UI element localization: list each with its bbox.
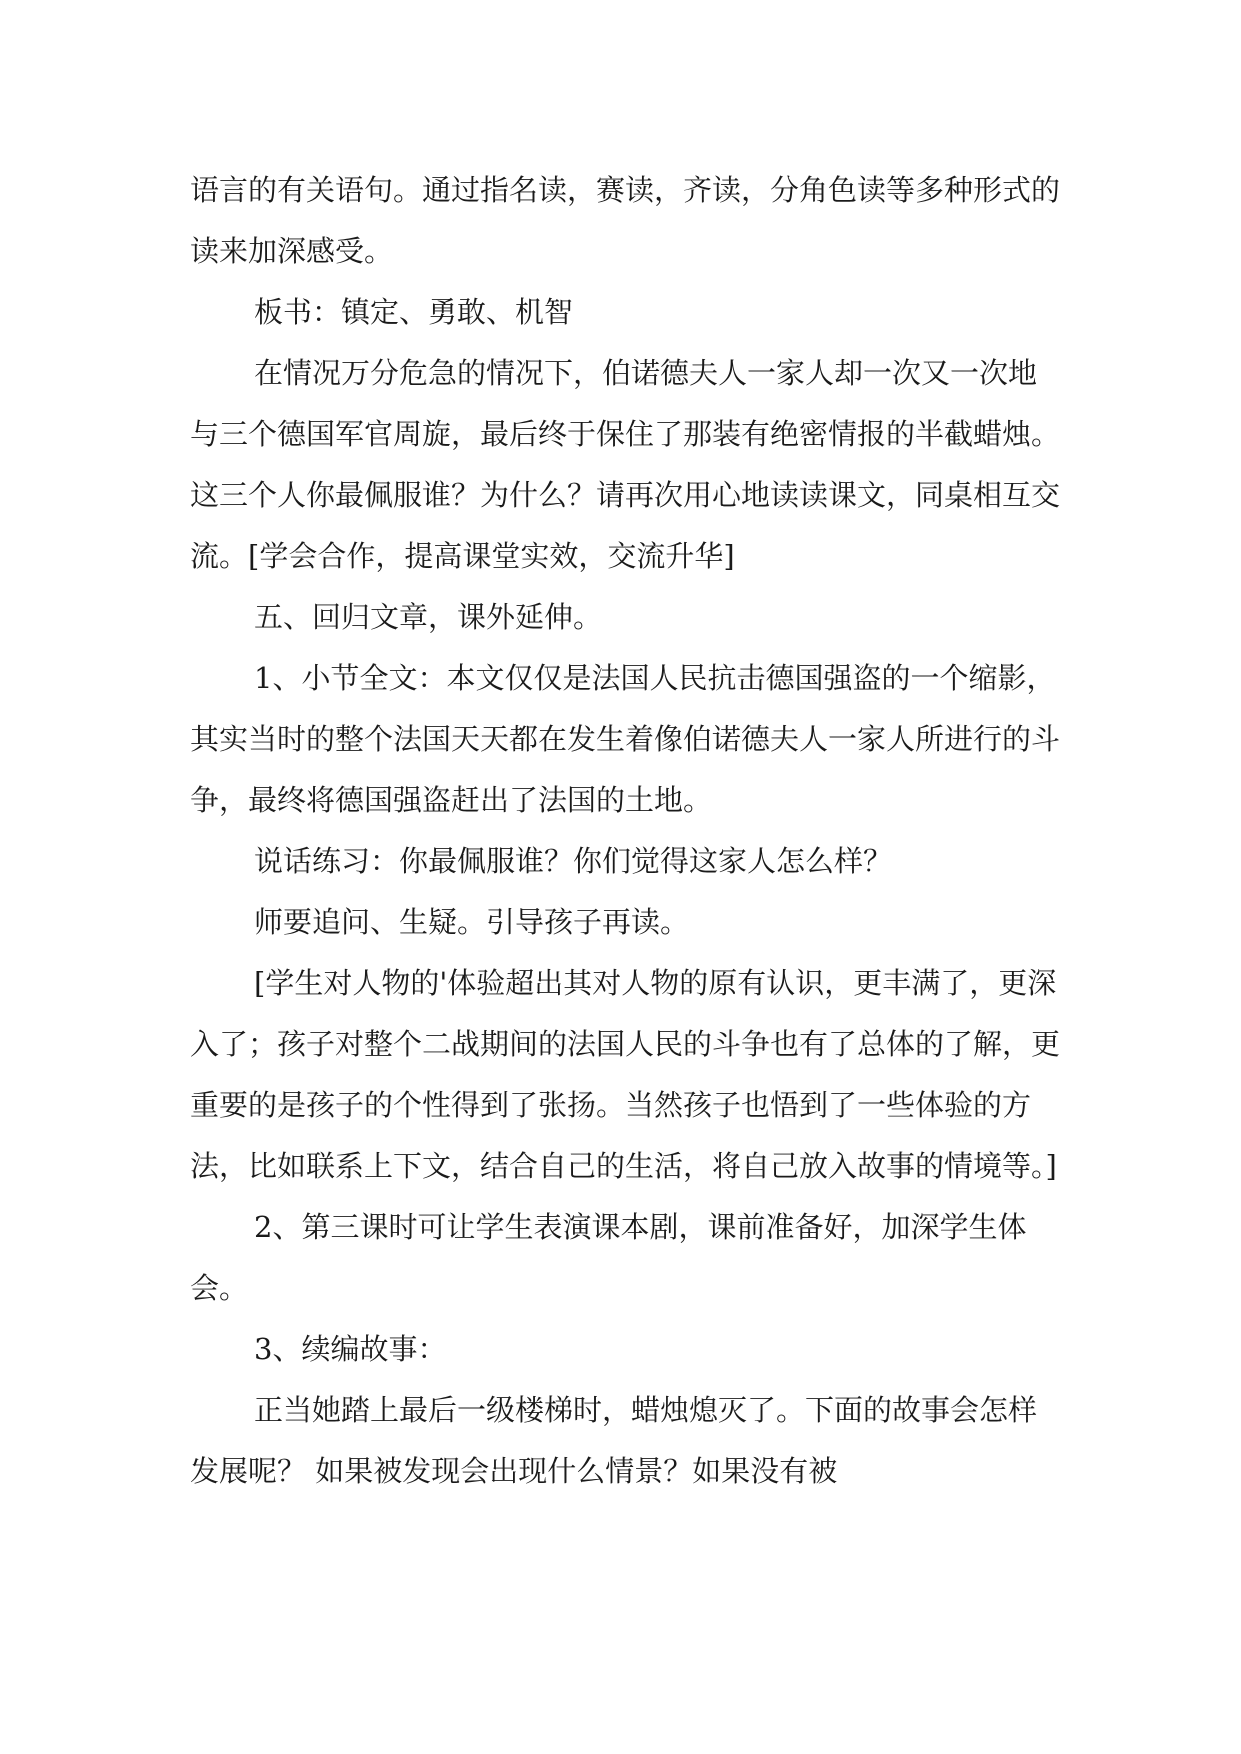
document-body (190, 160, 1060, 1502)
paragraph: 3、续编故事： (254, 1332, 447, 1366)
paragraph: 2、第三课时可让学生表演课本剧，课前准备好，加深学生体会。 (190, 1210, 1027, 1305)
paragraph: 1、小节全文：本文仅仅是法国人民抗击德国强盗的一个缩影，其实当时的整个法国天天都在发生着像伯诺德夫人一家人所进行的斗争，最终将德国强盗赶出了法国的土地。 (190, 661, 1061, 817)
paragraph: 语言的有关语句。通过指名读，赛读，齐读，分角色读等多种形式的读来加深感受。 (190, 173, 1061, 268)
paragraph: 师要追问、生疑。引导孩子再读。 (254, 905, 690, 939)
paragraph: 说话练习：你最佩服谁？你们觉得这家人怎么样？ (254, 844, 893, 878)
paragraph: 五、回归文章，课外延伸。 (254, 600, 603, 634)
paragraph: 在情况万分危急的情况下，伯诺德夫人一家人却一次又一次地与三个德国军官周旋，最后终于保住了那装有绝密情报的半截蜡烛。这三个人你最佩服谁？为什么？请再次用心地读读课文，同桌相互交流。[学会合作，提高课堂实效，交流升华] (190, 356, 1061, 573)
paragraph: 板书：镇定、勇敢、机智 (254, 295, 574, 329)
paragraph: 正当她踏上最后一级楼梯时，蜡烛熄灭了。下面的故事会怎样发展呢？ 如果被发现会出现什么情景？如果没有被 (190, 1393, 1038, 1488)
paragraph: [学生对人物的'体验超出其对人物的原有认识，更丰满了，更深入了；孩子对整个二战期间的法国人民的斗争也有了总体的了解，更重要的是孩子的个性得到了张扬。当然孩子也悟到了一些体验的方法，比如联系上下文，结合自己的生活，将自己放入故事的情境等。] (190, 966, 1061, 1183)
